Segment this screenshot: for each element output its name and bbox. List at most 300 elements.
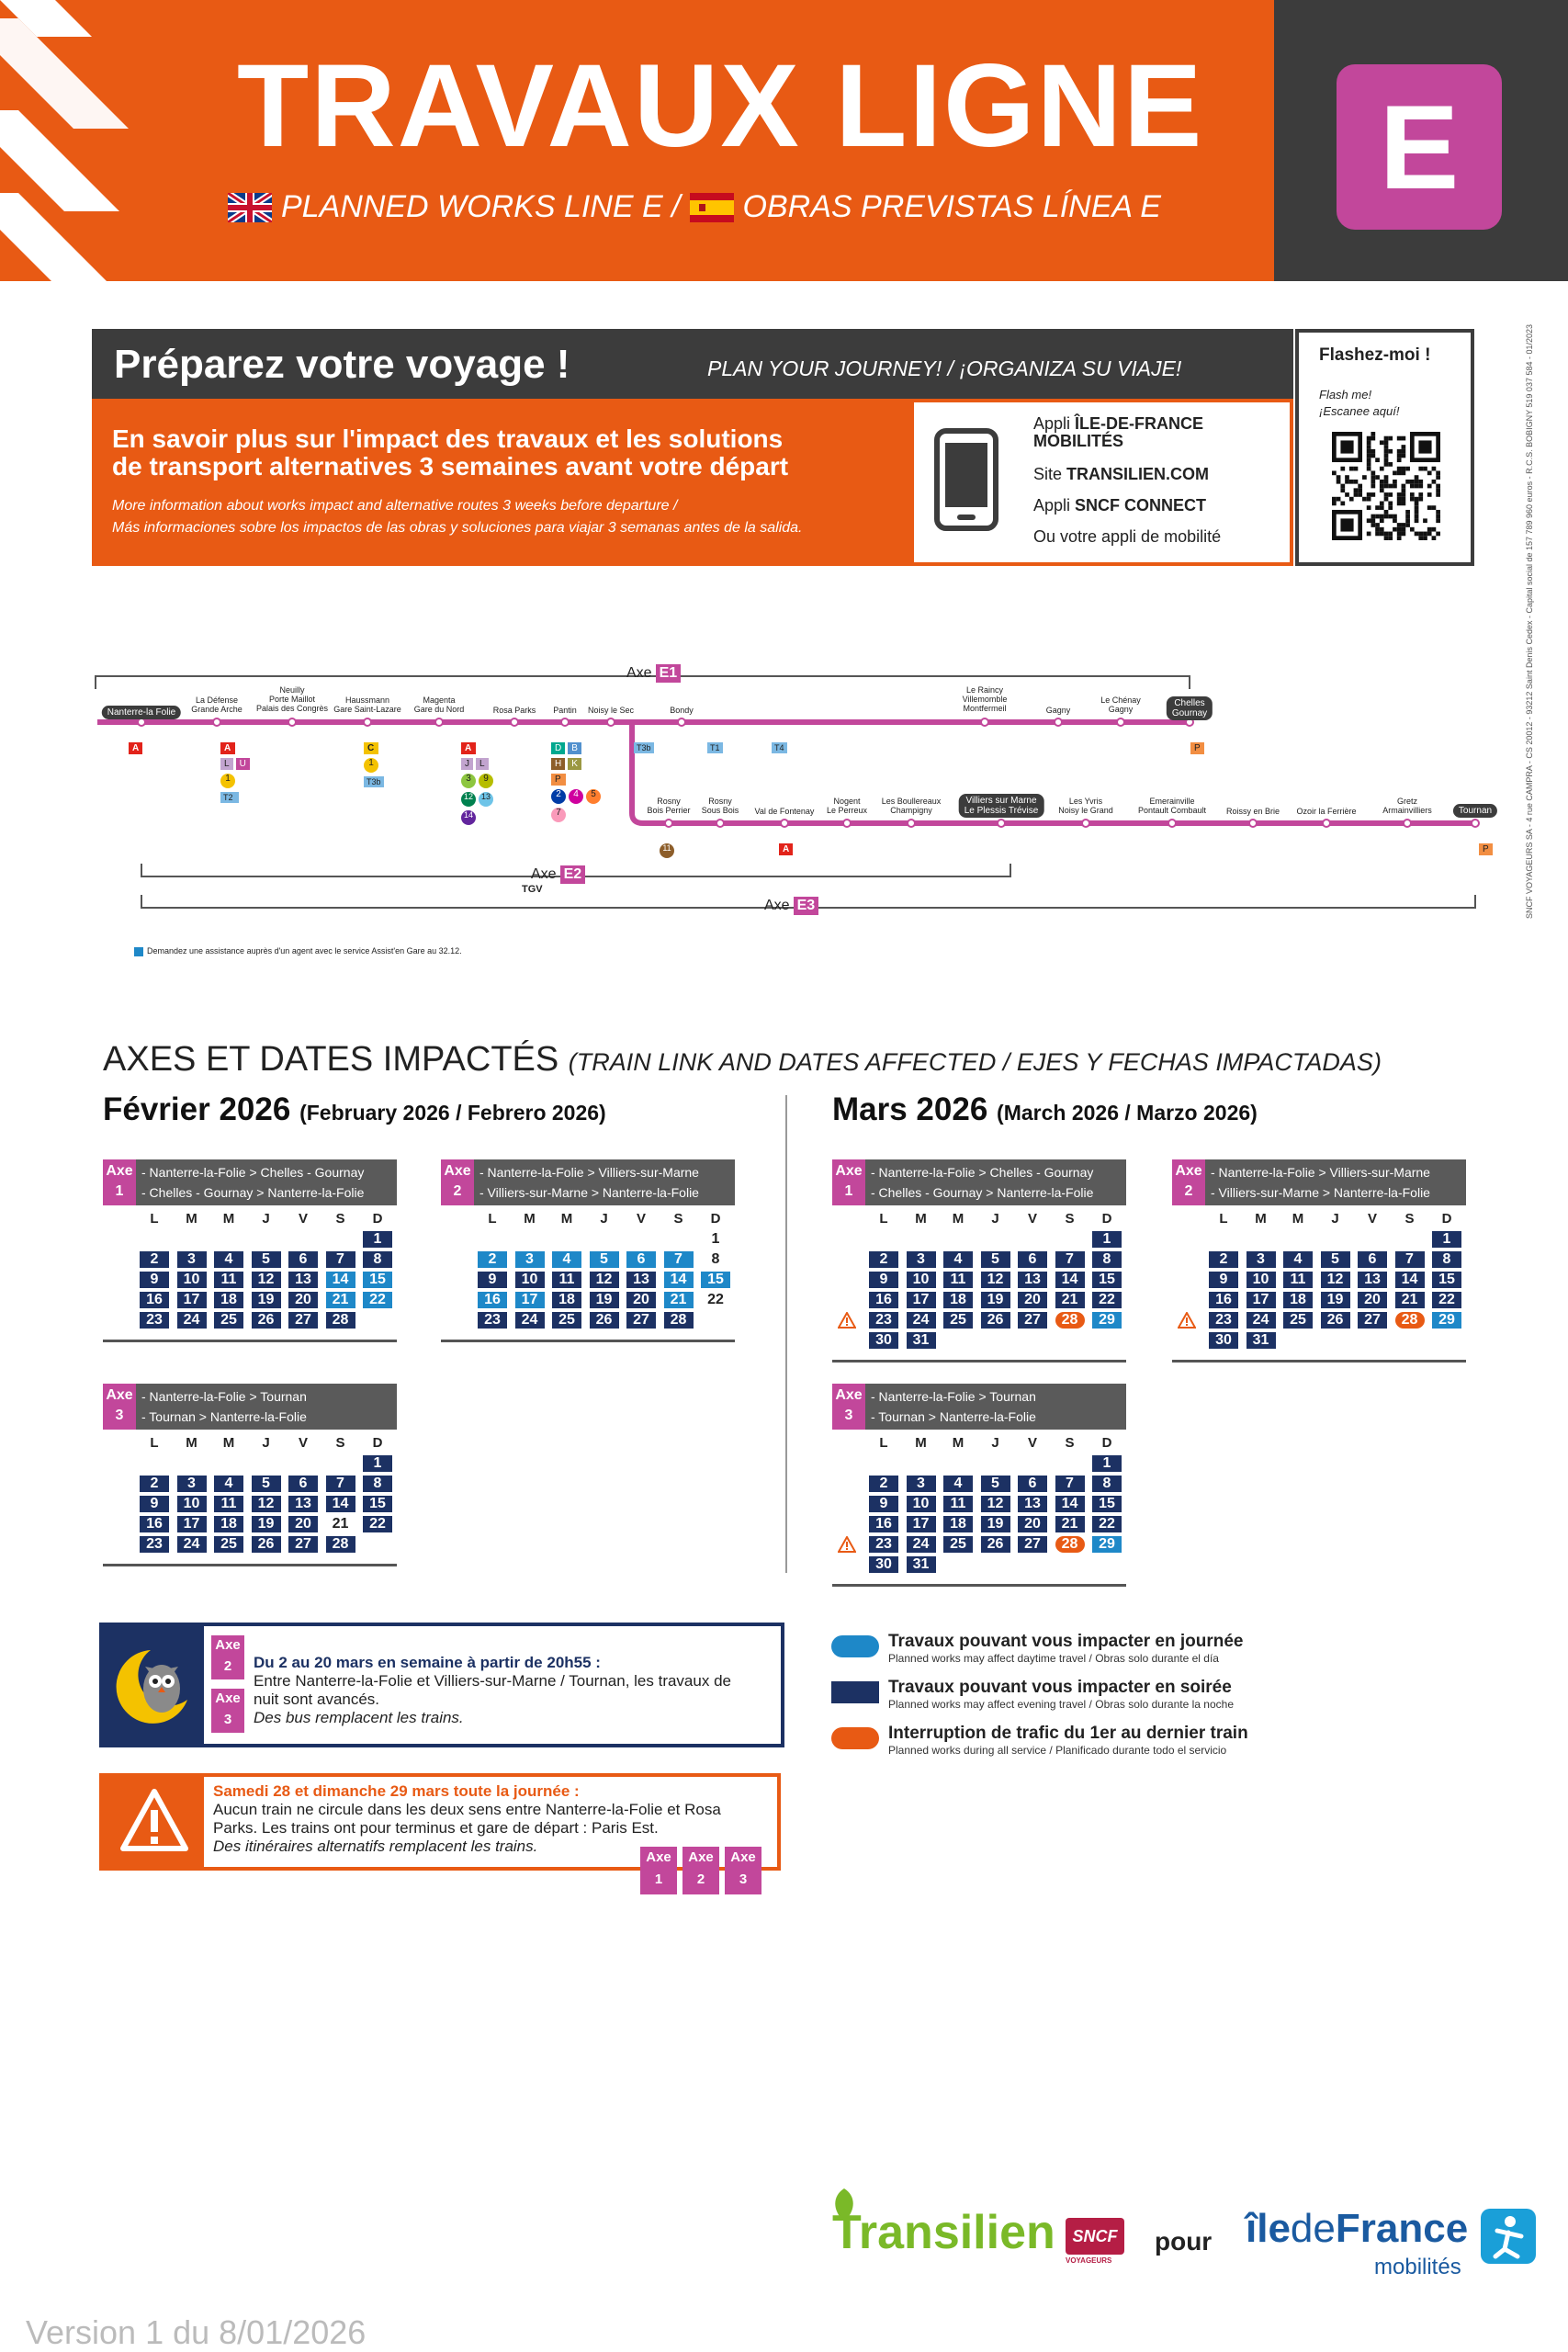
night-line-2: nuit sont avancés. [254, 1690, 380, 1708]
calendar-day: 7 [1395, 1251, 1425, 1268]
weekday-label: M [186, 1435, 197, 1451]
calendar-mar3 [832, 1384, 1126, 1572]
weekday-label: S [335, 1435, 345, 1451]
calendar-day: 19 [981, 1516, 1010, 1532]
calendar-day: 9 [478, 1272, 507, 1288]
weekday-label: M [222, 1211, 235, 1227]
calendar-day: 5 [252, 1251, 281, 1268]
connections-rosa-parks: T3b [634, 742, 654, 753]
weekday-label: J [262, 1211, 270, 1227]
calendar-day: 4 [214, 1476, 243, 1492]
calendar-day: 8 [1092, 1251, 1122, 1268]
calendar-day: 14 [1055, 1272, 1085, 1288]
connections-val-de-fontenay: A [779, 843, 793, 855]
connections-rosny: 11 [660, 843, 674, 858]
axe-e2-label: Axe E2 [531, 865, 585, 884]
station-dot [213, 718, 220, 726]
station-label: Le Chénay Gagny [1100, 695, 1141, 714]
calendar-day: 31 [907, 1556, 936, 1573]
calendar-day: 7 [664, 1251, 694, 1268]
axe-tag: Axe 3 [103, 1384, 136, 1430]
station-dot [843, 820, 851, 827]
smartphone-icon [934, 428, 998, 531]
calendar-day: 20 [1358, 1292, 1387, 1308]
weekday-label: J [1331, 1211, 1339, 1227]
station-label: Bondy [670, 706, 694, 715]
calendar-day: 28 [1055, 1536, 1085, 1553]
calendar-day: 6 [1358, 1251, 1387, 1268]
calendar-day: 17 [1247, 1292, 1276, 1308]
calendar-day: 27 [1018, 1312, 1047, 1329]
station-dot [1472, 820, 1479, 827]
weekday-label: M [952, 1435, 964, 1451]
calendar-day: 19 [252, 1516, 281, 1532]
weekday-label: V [298, 1211, 308, 1227]
mar-title: Mars 2026 (March 2026 / Marzo 2026) [832, 1091, 1258, 1127]
calendar-day: 27 [1018, 1536, 1047, 1553]
calendar-day: 4 [214, 1251, 243, 1268]
calendar-day: 21 [326, 1292, 355, 1308]
calendar-day: 2 [869, 1476, 898, 1492]
station-label: Ozoir la Ferrière [1296, 807, 1357, 816]
station-label: Les Yvris Noisy le Grand [1058, 797, 1113, 815]
calendar-day: 23 [869, 1312, 898, 1329]
calendar-day: 25 [943, 1312, 973, 1329]
calendar-day: 15 [1092, 1272, 1122, 1288]
night-line-3: Des bus remplacent les trains. [254, 1709, 464, 1726]
qr-title: Flashez-moi ! [1319, 345, 1431, 365]
calendar-day: 1 [1432, 1231, 1461, 1248]
calendar-day: 9 [869, 1496, 898, 1512]
calendar-day: 12 [1321, 1272, 1350, 1288]
station-dot [716, 820, 724, 827]
calendar-day: 8 [1432, 1251, 1461, 1268]
app-other: Ou votre appli de mobilité [1033, 527, 1222, 546]
calendar-header [832, 1159, 1126, 1205]
axe-tag: Axe 1 [103, 1159, 136, 1205]
weekday-label: V [636, 1211, 646, 1227]
route-1: - Nanterre-la-Folie > Tournan [871, 1389, 1036, 1404]
legal-side-text: SNCF VOYAGEURS SA - 4 rue CAMPRA - CS 20012 - 93212 Saint Denis Cedex - Capital social de 157 789 960 euros - R.C.S. BOBIGNY 519 037 584 - 01/2023 [1525, 324, 1534, 919]
calendar-day: 26 [981, 1536, 1010, 1553]
feb-title: Février 2026 (February 2026 / Febrero 2026) [103, 1091, 606, 1127]
calendar-day: 5 [981, 1476, 1010, 1492]
calendar-day: 9 [869, 1272, 898, 1288]
weekday-label: L [1219, 1211, 1228, 1227]
calendar-day: 16 [869, 1292, 898, 1308]
calendar-day: 12 [981, 1496, 1010, 1512]
station-dot [1249, 820, 1257, 827]
prepare-line-1: En savoir plus sur l'impact des travaux et les solutions [112, 424, 784, 453]
rer-a-icon: A [129, 742, 142, 754]
axe-tag: Axe 2 [1172, 1159, 1205, 1205]
route-2: - Tournan > Nanterre-la-Folie [141, 1409, 307, 1424]
calendar-day: 15 [701, 1272, 730, 1288]
weekday-label: S [335, 1211, 345, 1227]
prepare-header [92, 329, 1293, 399]
calendar-day: 24 [515, 1312, 545, 1329]
subtitle-en: PLANNED WORKS LINE E / [281, 189, 681, 224]
calendar-day: 27 [1358, 1312, 1387, 1329]
station-label: Nogent Le Perreux [826, 797, 868, 815]
weekday-label: M [952, 1211, 964, 1227]
calendar-day: 30 [869, 1556, 898, 1573]
stop-title: Samedi 28 et dimanche 29 mars toute la journée : [213, 1782, 580, 1800]
weekday-label: L [879, 1211, 888, 1227]
calendar-day: 22 [1092, 1516, 1122, 1532]
uk-flag-icon [228, 193, 272, 222]
connections-bondy: T4 [772, 742, 787, 753]
connections-la-defense: A L U 1 T2 [220, 742, 250, 803]
weekday-label: S [673, 1211, 683, 1227]
calendar-day: 4 [552, 1251, 581, 1268]
station-dot [1082, 820, 1089, 827]
weekday-label: M [524, 1211, 536, 1227]
calendar-day: 23 [140, 1312, 169, 1329]
weekday-label: D [1441, 1211, 1452, 1227]
station-dot [1323, 820, 1330, 827]
calendar-day: 28 [326, 1312, 355, 1329]
calendar-day: 27 [626, 1312, 656, 1329]
station-label: Villiers sur Marne Le Plessis Trévise [959, 794, 1044, 818]
calendar-day: 29 [1092, 1536, 1122, 1553]
calendar-day: 26 [981, 1312, 1010, 1329]
calendar-underline [103, 1564, 397, 1566]
calendar-day: 16 [869, 1516, 898, 1532]
calendar-day: 2 [478, 1251, 507, 1268]
weekday-label: J [991, 1211, 999, 1227]
prepare-journey-box [92, 329, 1474, 566]
calendar-day: 14 [664, 1272, 694, 1288]
calendar-day: 24 [907, 1536, 936, 1553]
calendar-day: 7 [1055, 1251, 1085, 1268]
prepare-line-2: de transport alternatives 3 semaines avant votre départ [112, 452, 789, 481]
calendar-day: 2 [140, 1476, 169, 1492]
station-dot [1055, 718, 1062, 726]
calendar-day: 8 [363, 1476, 392, 1492]
calendar-day: 21 [1055, 1292, 1085, 1308]
calendar-day: 15 [363, 1496, 392, 1512]
calendar-day: 25 [214, 1536, 243, 1553]
weekday-label: M [186, 1211, 197, 1227]
calendar-day: 31 [907, 1332, 936, 1349]
weekday-label: M [222, 1435, 235, 1451]
calendar-day: 8 [363, 1251, 392, 1268]
calendar-day: 26 [252, 1536, 281, 1553]
weekday-label: S [1065, 1211, 1075, 1227]
calendar-day: 11 [552, 1272, 581, 1288]
calendar-header [103, 1159, 397, 1205]
calendar-day: 25 [552, 1312, 581, 1329]
weekday-label: D [372, 1211, 383, 1227]
stop-axe2-tag: Axe 2 [682, 1847, 719, 1894]
calendar-day: 13 [288, 1272, 318, 1288]
station-label: La Défense Grande Arche [191, 695, 243, 714]
station-dot [561, 718, 569, 726]
route-1: - Nanterre-la-Folie > Tournan [141, 1389, 307, 1404]
rer-a-icon: A [220, 742, 235, 754]
station-label: Rosny Sous Bois [701, 797, 739, 815]
station-label: Noisy le Sec [587, 706, 635, 715]
calendar-day: 31 [1247, 1332, 1276, 1349]
warning-small-icon [838, 1312, 856, 1329]
calendar-header [103, 1384, 397, 1430]
calendar-day: 24 [907, 1312, 936, 1329]
calendar-underline [103, 1340, 397, 1342]
calendar-day: 11 [1283, 1272, 1313, 1288]
night-title: Du 2 au 20 mars en semaine à partir de 20h55 : [254, 1654, 601, 1671]
calendar-day: 6 [288, 1251, 318, 1268]
axe-tag: Axe 2 [441, 1159, 474, 1205]
weekday-label: J [991, 1435, 999, 1451]
station-label: Rosa Parks [492, 706, 536, 715]
station-dot [1168, 820, 1176, 827]
calendar-mar2 [1172, 1159, 1466, 1348]
calendar-header [1172, 1159, 1466, 1205]
calendar-day: 26 [590, 1312, 619, 1329]
calendar-day: 14 [326, 1496, 355, 1512]
weekday-label: J [262, 1435, 270, 1451]
calendar-day: 20 [1018, 1292, 1047, 1308]
calendar-day: 13 [288, 1496, 318, 1512]
stop-line-3: Des itinéraires alternatifs remplacent les trains. [213, 1838, 538, 1855]
warning-small-icon [838, 1536, 856, 1553]
calendar-day: 1 [1092, 1231, 1122, 1248]
calendar-day: 8 [1092, 1476, 1122, 1492]
prepare-line-3: More information about works impact and alternative routes 3 weeks before departure / [112, 498, 678, 514]
weekday-label: L [150, 1211, 159, 1227]
calendar-day: 15 [1432, 1272, 1461, 1288]
calendar-day: 11 [943, 1272, 973, 1288]
warning-small-icon [1178, 1312, 1196, 1329]
calendar-day: 25 [214, 1312, 243, 1329]
station-dot [908, 820, 915, 827]
calendar-day: 6 [1018, 1476, 1047, 1492]
route-1: - Nanterre-la-Folie > Chelles - Gournay [871, 1165, 1094, 1180]
calendar-day: 15 [1092, 1496, 1122, 1512]
weekday-label: S [1065, 1435, 1075, 1451]
night-axe3-tag: Axe 3 [211, 1689, 244, 1733]
line-e-badge: E [1337, 64, 1502, 230]
station-label: Rosny Bois Perrier [647, 797, 691, 815]
calendar-day: 22 [707, 1292, 724, 1307]
calendar-day: 22 [363, 1516, 392, 1532]
calendar-day: 6 [626, 1251, 656, 1268]
station-dot [511, 718, 518, 726]
legend-evening: Travaux pouvant vous impacter en soirée Planned works may affect evening travel / Obras solo durante la noche [831, 1678, 1234, 1711]
calendar-day: 5 [1321, 1251, 1350, 1268]
calendar-day: 19 [590, 1292, 619, 1308]
line-map [92, 643, 1493, 974]
calendar-day: 1 [363, 1455, 392, 1472]
calendar-day: 10 [907, 1496, 936, 1512]
calendar-day: 25 [1283, 1312, 1313, 1329]
calendar-day: 23 [478, 1312, 507, 1329]
spain-flag-icon [690, 193, 734, 222]
station-label: Le Raincy Villemomble Montfermeil [962, 685, 1008, 713]
calendar-day: 16 [140, 1516, 169, 1532]
month-divider [785, 1095, 787, 1573]
stripes-decoration [0, 0, 165, 281]
calendar-day: 14 [1395, 1272, 1425, 1288]
calendar-day: 20 [288, 1292, 318, 1308]
calendar-day: 3 [907, 1251, 936, 1268]
station-dot [435, 718, 443, 726]
route-2: - Villiers-sur-Marne > Nanterre-la-Folie [1211, 1185, 1430, 1200]
calendar-day: 6 [1018, 1251, 1047, 1268]
station-dot [138, 718, 145, 726]
subtitle-es: OBRAS PREVISTAS LÍNEA E [742, 189, 1161, 224]
calendar-day: 17 [515, 1292, 545, 1308]
station-label: Roissy en Brie [1225, 807, 1280, 816]
calendar-mar1 [832, 1159, 1126, 1348]
calendar-day: 13 [1358, 1272, 1387, 1288]
version-label: Version 1 du 8/01/2026 [26, 2313, 367, 2351]
axe-e3-label: Axe E3 [764, 897, 818, 915]
weekday-label: M [915, 1435, 927, 1451]
weekday-label: M [915, 1211, 927, 1227]
station-label: Gagny [1045, 706, 1071, 715]
idfm-mobilites: mobilités [1374, 2255, 1461, 2279]
calendar-day: 10 [177, 1496, 207, 1512]
owl-moon-icon [114, 1645, 193, 1727]
stop-line-1: Aucun train ne circule dans les deux sens entre Nanterre-la-Folie et Rosa [213, 1801, 721, 1818]
legend-orange-swatch [831, 1727, 879, 1749]
connections-gare-du-nord: D B H K P 2 4 5 7 [551, 742, 601, 822]
calendar-day: 7 [326, 1476, 355, 1492]
route-1: - Nanterre-la-Folie > Villiers-sur-Marne [479, 1165, 699, 1180]
calendar-feb2 [441, 1159, 735, 1328]
calendar-day: 17 [907, 1516, 936, 1532]
calendar-header [441, 1159, 735, 1205]
calendar-day: 23 [1209, 1312, 1238, 1329]
connections-nanterre [129, 742, 142, 754]
calendar-day: 22 [1092, 1292, 1122, 1308]
calendar-day: 10 [907, 1272, 936, 1288]
calendar-feb3 [103, 1384, 397, 1552]
legend-daytime: Travaux pouvant vous impacter en journée Planned works may affect daytime travel / Obras solo durante el día [831, 1632, 1243, 1665]
calendar-day: 4 [943, 1476, 973, 1492]
calendar-day: 13 [1018, 1272, 1047, 1288]
calendar-day: 1 [711, 1231, 720, 1247]
station-label: Tournan [1453, 804, 1497, 818]
calendar-day: 23 [869, 1536, 898, 1553]
calendar-day: 4 [1283, 1251, 1313, 1268]
night-line-1: Entre Nanterre-la-Folie et Villiers-sur-Marne / Tournan, les travaux de [254, 1672, 731, 1690]
calendar-day: 11 [214, 1496, 243, 1512]
calendar-day: 24 [177, 1536, 207, 1553]
qr-panel [1295, 329, 1474, 566]
calendar-day: 2 [869, 1251, 898, 1268]
axe-e1-label: Axe E1 [626, 664, 681, 683]
stop-line-2: Parks. Les trains ont pour terminus et gare de départ : Paris Est. [213, 1819, 659, 1837]
calendar-day: 24 [177, 1312, 207, 1329]
connections-tournan: P [1479, 843, 1493, 855]
calendar-day: 11 [943, 1496, 973, 1512]
qr-en: Flash me! [1319, 388, 1372, 401]
calendar-day: 20 [1018, 1516, 1047, 1532]
warning-icon [119, 1786, 189, 1854]
calendar-day: 18 [552, 1292, 581, 1308]
calendar-day: 20 [626, 1292, 656, 1308]
weekday-label: V [1027, 1211, 1037, 1227]
calendar-day: 10 [177, 1272, 207, 1288]
calendar-day: 3 [177, 1476, 207, 1492]
calendar-day: 18 [943, 1292, 973, 1308]
calendar-day: 23 [140, 1536, 169, 1553]
calendar-day: 27 [288, 1312, 318, 1329]
calendar-day: 3 [907, 1476, 936, 1492]
calendar-day: 3 [1247, 1251, 1276, 1268]
app-sncf-connect[interactable]: Appli SNCF CONNECT [1033, 496, 1207, 514]
station-dot [781, 820, 788, 827]
station-label: Val de Fontenay [754, 807, 815, 816]
calendar-day: 16 [1209, 1292, 1238, 1308]
calendar-day: 13 [1018, 1496, 1047, 1512]
calendar-day: 15 [363, 1272, 392, 1288]
calendar-day: 24 [1247, 1312, 1276, 1329]
station-dot [1117, 718, 1124, 726]
axe-tag: Axe 1 [832, 1159, 865, 1205]
calendar-day: 9 [1209, 1272, 1238, 1288]
calendar-day: 25 [943, 1536, 973, 1553]
calendar-underline [441, 1340, 735, 1342]
page-subtitle [228, 189, 1161, 225]
station-dot [665, 820, 672, 827]
calendar-day: 1 [1092, 1455, 1122, 1472]
prepare-title: Préparez votre voyage ! [114, 342, 570, 387]
station-dot [981, 718, 988, 726]
connections-noisy: T1 [707, 742, 723, 753]
calendar-day: 12 [981, 1272, 1010, 1288]
calendar-day: 8 [711, 1251, 720, 1267]
calendar-day: 19 [1321, 1292, 1350, 1308]
qr-code-icon[interactable] [1332, 432, 1440, 540]
calendar-underline [1172, 1360, 1466, 1363]
weekday-label: V [1027, 1435, 1037, 1451]
site-transilien[interactable]: Site TRANSILIEN.COM [1033, 465, 1210, 483]
calendar-day: 21 [664, 1292, 694, 1308]
calendar-day: 10 [515, 1272, 545, 1288]
station-label: Neuilly Porte Maillot Palais des Congrès [255, 685, 329, 713]
calendar-day: 29 [1092, 1312, 1122, 1329]
weekday-label: L [150, 1435, 159, 1451]
weekday-label: M [1292, 1211, 1304, 1227]
warning-panel [103, 1777, 204, 1867]
tgv-label: TGV [522, 884, 543, 895]
app-idfm[interactable]: Appli ÎLE-DE-FRANCE MOBILITÉS [1033, 414, 1204, 450]
calendar-underline [832, 1584, 1126, 1587]
weekday-label: V [1367, 1211, 1377, 1227]
calendar-day: 6 [288, 1476, 318, 1492]
calendar-day: 28 [1395, 1312, 1425, 1329]
calendar-day: 9 [140, 1272, 169, 1288]
calendar-day: 4 [943, 1251, 973, 1268]
calendar-day: 12 [252, 1496, 281, 1512]
weekday-label: D [1101, 1211, 1112, 1227]
header-banner [0, 0, 1274, 281]
station-label: Pantin [553, 706, 577, 715]
calendar-day: 14 [326, 1272, 355, 1288]
calendar-day: 28 [664, 1312, 694, 1329]
station-dot [288, 718, 296, 726]
calendar-day: 26 [252, 1312, 281, 1329]
weekday-label: V [298, 1435, 308, 1451]
calendar-day: 28 [1055, 1312, 1085, 1329]
prepare-subtitle: PLAN YOUR JOURNEY! / ¡ORGANIZA SU VIAJE! [707, 356, 1182, 380]
calendar-day: 16 [478, 1292, 507, 1308]
station-label: Emerainville Pontault Combault [1137, 797, 1207, 815]
